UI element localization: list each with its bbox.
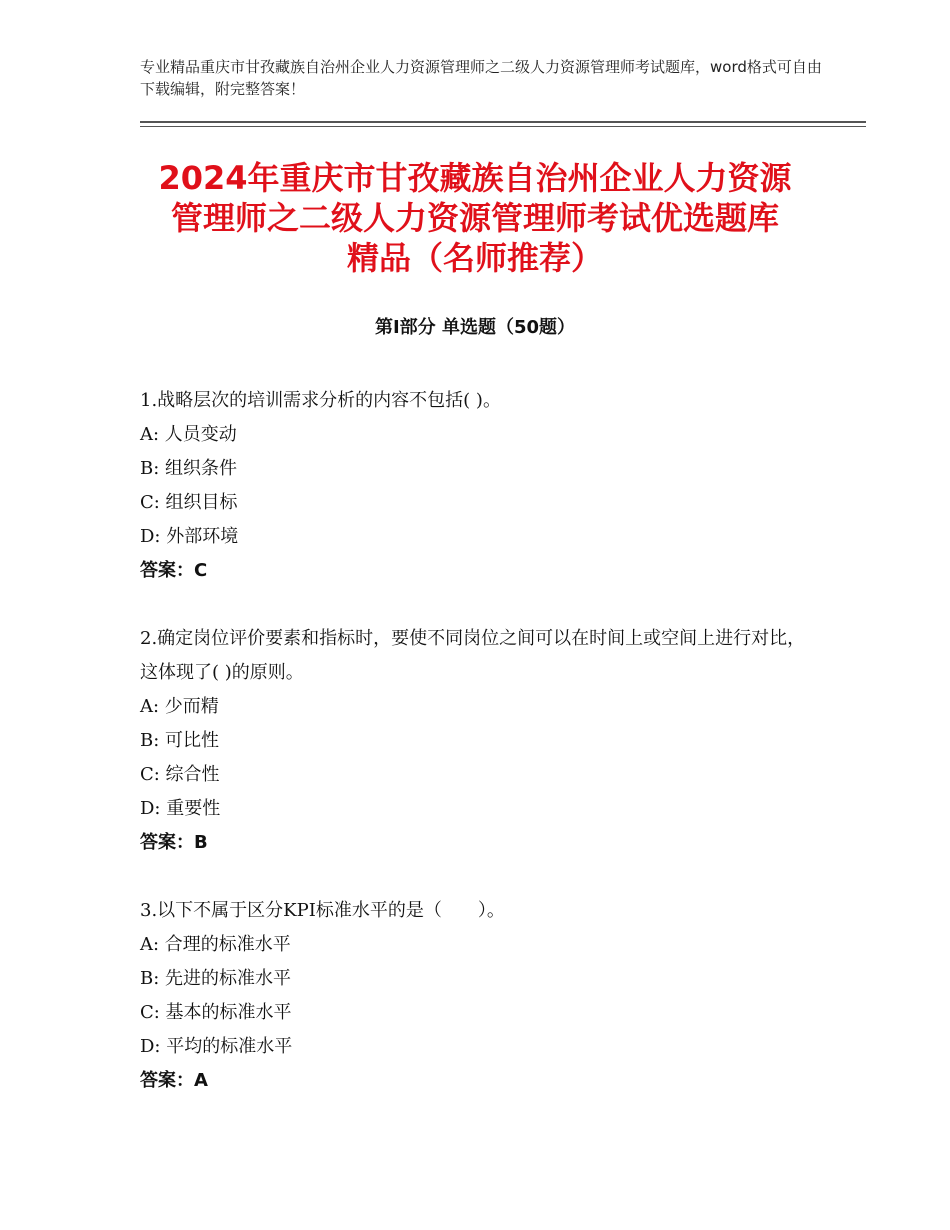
option-a: A: 合理的标准水平 <box>140 934 291 955</box>
option-b: B: 组织条件 <box>140 458 238 479</box>
option-a: A: 少而精 <box>140 696 219 717</box>
header-rule-thin <box>140 126 866 127</box>
question-2 <box>140 622 820 860</box>
header-rule-thick <box>140 121 866 123</box>
option-d: D: 重要性 <box>140 798 221 819</box>
option-b: B: 先进的标准水平 <box>140 968 292 989</box>
question-stem: 2.确定岗位评价要素和指标时，要使不同岗位之间可以在时间上或空间上进行对比，这体现了( )的原则。 <box>140 628 806 683</box>
option-c: C: 基本的标准水平 <box>140 1002 292 1023</box>
title-line-3: 精品（名师推荐） <box>346 239 603 277</box>
option-d: D: 平均的标准水平 <box>140 1036 293 1057</box>
answer: 答案：B <box>140 832 208 853</box>
document-title <box>100 158 850 278</box>
question-3 <box>140 894 820 1098</box>
question-stem: 3.以下不属于区分KPI标准水平的是（ ）。 <box>140 900 505 921</box>
option-c: C: 组织目标 <box>140 492 238 513</box>
section-heading: 第Ⅰ部分 单选题（50题） <box>374 317 575 338</box>
question-1 <box>140 384 820 588</box>
question-stem: 1.战略层次的培训需求分析的内容不包括( )。 <box>140 390 501 411</box>
answer: 答案：C <box>140 560 208 581</box>
option-b: B: 可比性 <box>140 730 220 751</box>
option-c: C: 综合性 <box>140 764 220 785</box>
option-d: D: 外部环境 <box>140 526 239 547</box>
title-line-1: 2024年重庆市甘孜藏族自治州企业人力资源 <box>158 159 792 197</box>
question-list <box>140 384 820 1132</box>
title-line-2: 管理师之二级人力资源管理师考试优选题库 <box>170 199 779 237</box>
header-note: 专业精品重庆市甘孜藏族自治州企业人力资源管理师之二级人力资源管理师考试题库，word格式可自由下载编辑，附完整答案！ <box>140 58 822 98</box>
answer: 答案：A <box>140 1070 208 1091</box>
option-a: A: 人员变动 <box>140 424 237 445</box>
